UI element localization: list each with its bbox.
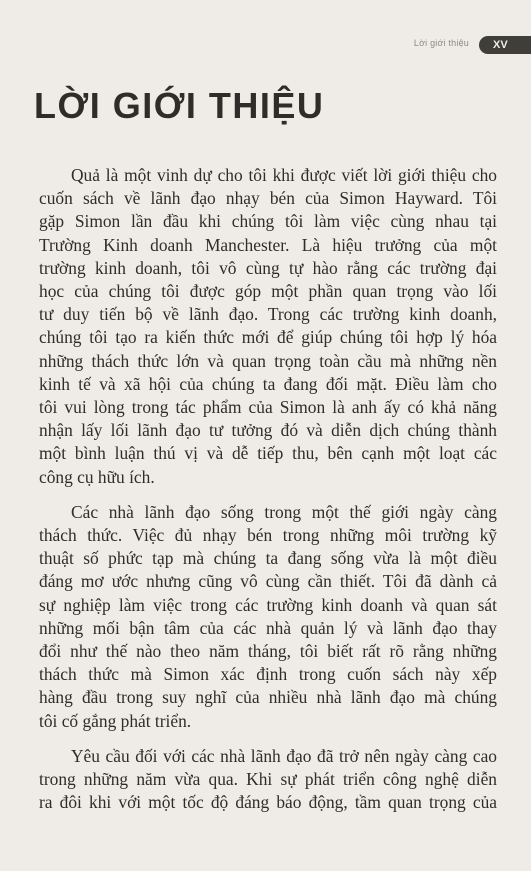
text-line: gặp Simon lần đầu khi chúng tôi làm việc cùng nhau tại (39, 211, 497, 232)
text-line: ra đôi khi với một tốc độ đáng báo động, tầm quan trọng của (39, 792, 497, 813)
body-text (39, 164, 497, 826)
text-line: tôi cố gắng phát triển. (39, 710, 192, 731)
chapter-title: LỜI GIỚI THIỆU (34, 85, 325, 126)
text-line: một bình luận thú vị và dễ tiếp thu, bên cạnh một loạt các (39, 443, 497, 464)
paragraph (39, 164, 497, 489)
text-line: nhận lấy lối lãnh đạo tư tưởng đó và diễn dịch chúng thành (39, 420, 497, 441)
paragraph (39, 745, 497, 815)
text-line: Các nhà lãnh đạo sống trong một thế giới ngày càng (71, 501, 497, 522)
text-line: trường kinh doanh, tôi vô cùng tự hào rằng các trường đại (39, 257, 497, 278)
text-line: kinh tế và xã hội của chúng ta đang đối mặt. Điều làm cho (39, 373, 497, 394)
text-line: đáng mơ ước nhưng cũng vô cùng cần thiết. Tôi đã dành cả (39, 571, 497, 592)
running-title: Lời giới thiệu (413, 38, 469, 48)
running-header (0, 36, 531, 54)
text-line: Trường Kinh doanh Manchester. Là hiệu trưởng của một (39, 234, 497, 255)
text-line: những thách thức lớn và quan trọng toàn cầu mà những nền (39, 350, 497, 371)
text-line: trong những năm vừa qua. Khi sự phát triển công nghệ diễn (39, 769, 497, 790)
paragraph (39, 501, 497, 733)
text-line: những mối bận tâm của các nhà quản lý và lãnh đạo thay (39, 617, 497, 638)
page-number: XV (479, 36, 531, 54)
text-line: thách thức mà Simon xác định trong cuốn sách này xếp (39, 664, 497, 685)
text-line: cuốn sách về lãnh đạo nhạy bén của Simon Hayward. Tôi (39, 188, 497, 209)
text-line: tôi vui lòng trong tác phẩm của Simon là anh ấy có khả năng (39, 397, 497, 418)
text-line: sự nghiệp làm việc trong các trường kinh doanh và quan sát (39, 594, 497, 615)
text-line: hàng đầu trong suy nghĩ của nhiều nhà lãnh đạo mà chúng (39, 687, 497, 708)
text-line: tư duy tiến bộ về lãnh đạo. Trong các trường kinh doanh, (39, 304, 497, 325)
text-line: thuật số phức tạp mà chúng ta đang sống vừa là một điều (39, 548, 497, 569)
text-line: Yêu cầu đối với các nhà lãnh đạo đã trở nên ngày càng cao (71, 745, 497, 766)
text-line: đổi như thế nào theo năm tháng, tôi biết rất rõ rằng những (39, 641, 497, 662)
text-line: Quả là một vinh dự cho tôi khi được viết lời giới thiệu cho (71, 165, 497, 185)
text-line: chúng tôi tạo ra kiến thức mới để giúp chúng tôi hợp lý hóa (39, 327, 497, 348)
text-line: học của chúng tôi được góp một phần quan trọng vào lối (39, 281, 497, 302)
text-line: công cụ hữu ích. (39, 466, 155, 487)
text-line: thách thức. Việc đủ nhạy bén trong những môi trường kỹ (39, 525, 497, 546)
